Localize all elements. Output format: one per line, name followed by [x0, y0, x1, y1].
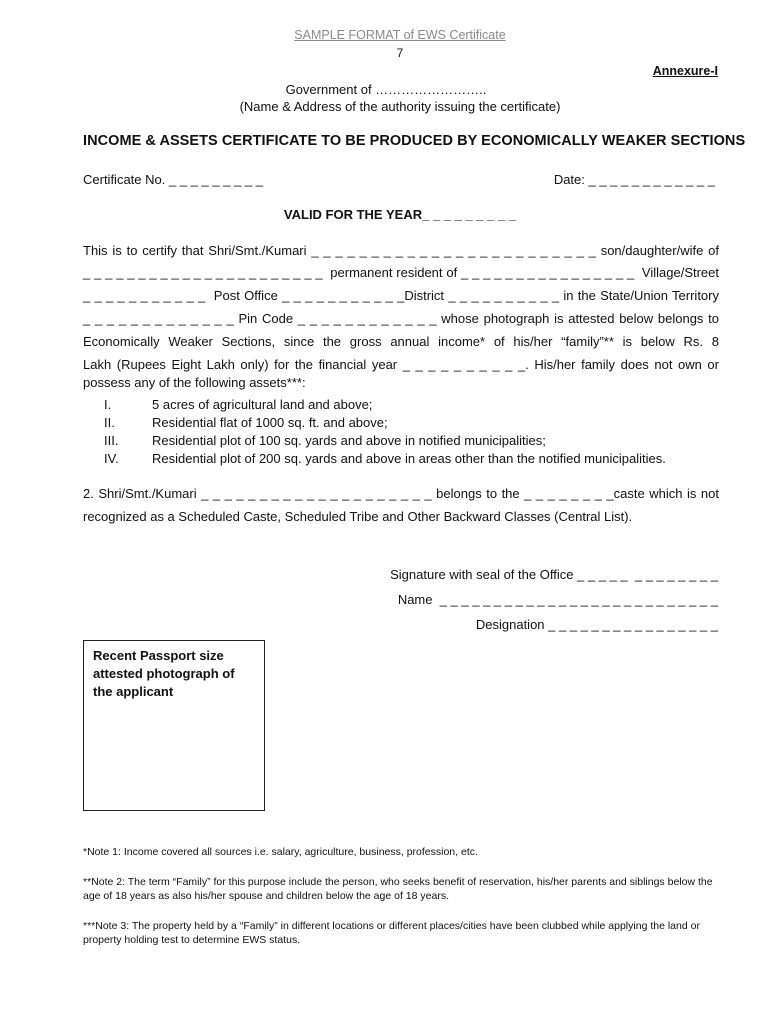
- asset-item: [104, 397, 372, 412]
- government-line: Government of ……………………..: [285, 82, 487, 97]
- photo-label-line: attested photograph of: [93, 666, 235, 681]
- asset-number: III.: [104, 433, 119, 448]
- certificate-number-field: Certificate No. _ _ _ _ _ _ _ _ _: [83, 172, 263, 187]
- asset-text: 5 acres of agricultural land and above;: [152, 397, 373, 412]
- authority-line: (Name & Address of the authority issuing the certificate): [239, 99, 561, 114]
- body-line-5: Economically Weaker Sections, since the gross annual income* of his/her “family”** is below Rs. 8: [83, 334, 719, 349]
- photo-label-line: Recent Passport size: [93, 648, 224, 663]
- certificate-heading: INCOME & ASSETS CERTIFICATE TO BE PRODUCED BY ECONOMICALLY WEAKER SECTIONS: [83, 133, 746, 149]
- body-line-2: _ _ _ _ _ _ _ _ _ _ _ _ _ _ _ _ _ _ _ _ _ _ permanent resident of _ _ _ _ _ _ _ _ _ _ _ _ _ _ _ _ Village/Street: [83, 265, 719, 280]
- document-title: SAMPLE FORMAT of EWS Certificate: [294, 28, 506, 42]
- body-line-4: _ _ _ _ _ _ _ _ _ _ _ _ _ Pin Code _ _ _ _ _ _ _ _ _ _ _ _ whose photograph is attested below belongs to: [83, 311, 719, 326]
- name-line: Name _ _ _ _ _ _ _ _ _ _ _ _ _ _ _ _ _ _ _ _ _ _ _ _ _ _: [397, 592, 718, 607]
- page-number: 7: [396, 46, 404, 60]
- photograph-box: [83, 640, 265, 811]
- asset-item: [104, 415, 388, 430]
- asset-item: [104, 433, 546, 448]
- body-line-3: _ _ _ _ _ _ _ _ _ _ _ Post Office _ _ _ _ _ _ _ _ _ _ _District _ _ _ _ _ _ _ _ _ _ in the State/Union Territory: [83, 288, 719, 303]
- annexure-label: Annexure-I: [652, 64, 718, 78]
- date-field: Date: _ _ _ _ _ _ _ _ _ _ _ _: [553, 172, 715, 187]
- asset-text: Residential plot of 200 sq. yards and above in areas other than the notified municipalities.: [152, 451, 666, 466]
- body-line-1: This is to certify that Shri/Smt./Kumari _ _ _ _ _ _ _ _ _ _ _ _ _ _ _ _ _ _ _ _ _ _ _ _ son/daughter/wife of: [83, 243, 719, 258]
- note-2: **Note 2: The term “Family” for this purpose include the person, who seeks benefit of reservation, his/her parents and siblings below the age of 18 years as also his/her spouse and children below the age of 18 years.: [83, 876, 713, 902]
- body-line-6: Lakh (Rupees Eight Lakh only) for the financial year _ _ _ _ _ _ _ _ _ _. His/her family does not own or: [83, 357, 719, 372]
- designation-line: Designation _ _ _ _ _ _ _ _ _ _ _ _ _ _ _ _: [475, 617, 718, 632]
- asset-number: IV.: [104, 451, 119, 466]
- asset-text: Residential plot of 100 sq. yards and above in notified municipalities;: [152, 433, 546, 448]
- asset-item: [104, 451, 666, 466]
- signature-line: Signature with seal of the Office _ _ _ _ _ _ _ _ _ _ _ _ _: [390, 567, 718, 582]
- caste-line-2: recognized as a Scheduled Caste, Scheduled Tribe and Other Backward Classes (Central List).: [83, 509, 633, 524]
- caste-line-1: 2. Shri/Smt./Kumari _ _ _ _ _ _ _ _ _ _ _ _ _ _ _ _ _ _ _ _ belongs to the _ _ _ _ _ _ _ _caste which is not: [83, 486, 719, 501]
- valid-for-year: VALID FOR THE YEAR_ _ _ _ _ _ _ _ _: [283, 207, 517, 222]
- asset-number: II.: [104, 415, 115, 430]
- asset-text: Residential flat of 1000 sq. ft. and above;: [152, 415, 388, 430]
- photo-label-line: the applicant: [93, 684, 174, 699]
- note-3: ***Note 3: The property held by a “Family” in different locations or different places/cities have been clubbed while applying the land or property holding test to determine EWS status.: [83, 920, 700, 946]
- note-1: *Note 1: Income covered all sources i.e. salary, agriculture, business, profession, etc.: [83, 846, 478, 858]
- asset-number: I.: [104, 397, 112, 412]
- body-line-7: possess any of the following assets***:: [83, 375, 306, 390]
